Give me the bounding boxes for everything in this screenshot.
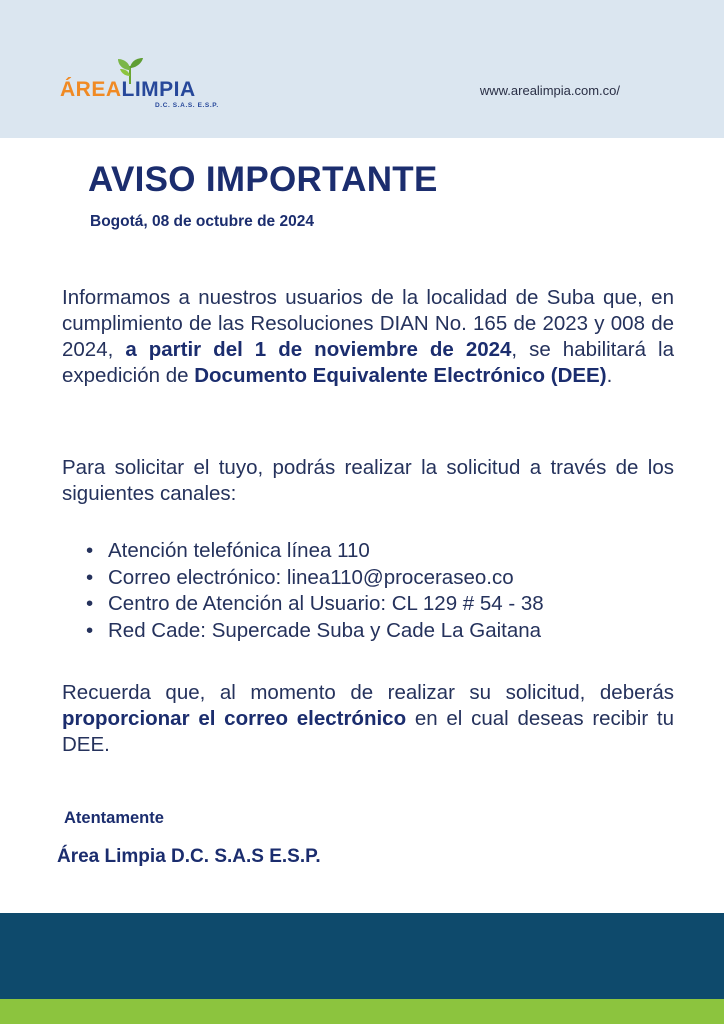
signature-text: Área Limpia D.C. S.A.S E.S.P. (57, 846, 321, 867)
reminder-paragraph: Recuerda que, al momento de realizar su solicitud, deberás proporcionar el correo electrónico en el cual deseas recibir tu DEE. (62, 681, 674, 756)
email-highlight: proporcionar el correo electrónico (62, 707, 407, 730)
channels-list (86, 538, 544, 644)
notice-title: AVISO IMPORTANTE (88, 160, 438, 199)
dee-highlight: Documento Equivalente Electrónico (DEE) (194, 364, 607, 387)
logo-wordmark: ÁREALIMPIA (60, 78, 196, 101)
list-item: • Red Cade: Supercade Suba y Cade La Gaitana (86, 618, 542, 642)
list-item: • Correo electrónico: linea110@proceraseo.co (86, 565, 514, 589)
channels-intro: Para solicitar el tuyo, podrás realizar la solicitud a través de los siguientes canales: (62, 456, 674, 505)
logo-subtitle: D.C. S.A.S. E.S.P. (155, 102, 219, 109)
website-url[interactable]: www.arealimpia.com.co/ (479, 83, 620, 98)
closing-text: Atentamente (64, 809, 164, 827)
footer-accent-stripe (0, 999, 724, 1024)
list-item: • Centro de Atención al Usuario: CL 129 # 54 - 38 (86, 592, 544, 615)
intro-paragraph: Informamos a nuestros usuarios de la localidad de Suba que, en cumplimiento de las Resoluciones DIAN No. 165 de 2023 y 008 de 2024, a partir del 1 de noviembre de 2024, se habilitará la expedición de Documento Equivalente Electrónico (DEE). (62, 286, 674, 387)
company-logo (60, 58, 219, 114)
effective-date-highlight: a partir del 1 de noviembre de 2024 (125, 338, 512, 361)
notice-date: Bogotá, 08 de octubre de 2024 (90, 213, 314, 230)
list-item: • Atención telefónica línea 110 (86, 539, 370, 562)
footer-band (0, 913, 724, 999)
